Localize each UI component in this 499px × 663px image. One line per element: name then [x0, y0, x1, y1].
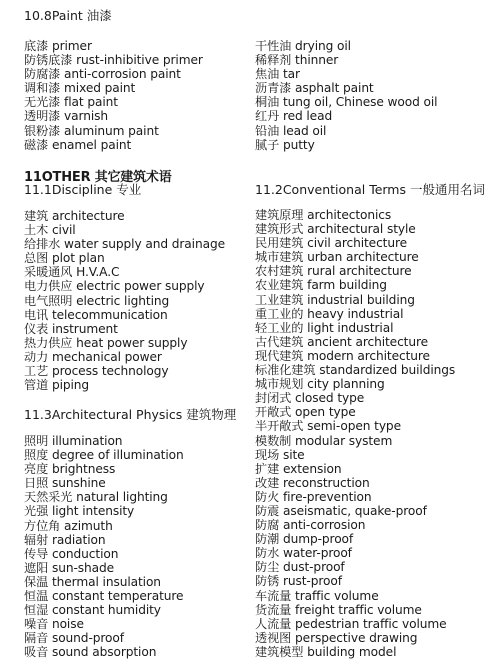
list-item: 建筑 architecture: [24, 209, 125, 223]
list-item: 扩建 extension: [255, 461, 342, 476]
list-item: 总图 plot plan: [24, 251, 105, 266]
list-item: 防水 water-proof: [255, 546, 352, 561]
list-item: 管道 piping: [24, 378, 90, 393]
list-item: 工业建筑 industrial building: [255, 292, 415, 307]
discipline-subheading: 11.1Discipline 专业: [24, 182, 142, 197]
list-item: 银粉漆 aluminum paint: [24, 123, 159, 138]
list-item: 仪表 instrument: [24, 321, 118, 336]
list-item: 建筑形式 architectural style: [255, 222, 416, 237]
architectural-physics-subheading: 11.3Architectural Physics 建筑物理: [24, 407, 237, 422]
list-item: 电气照明 electric lighting: [24, 293, 170, 308]
list-item: 防尘 dust-proof: [255, 560, 345, 575]
list-item: 工艺 process technology: [24, 364, 169, 379]
list-item: 天然采光 natural lighting: [24, 490, 168, 505]
list-item: 建筑模型 building model: [255, 644, 397, 659]
list-item: 城市建筑 urban architecture: [255, 250, 419, 265]
list-item: 隔音 sound-proof: [24, 631, 124, 646]
list-item: 传导 conduction: [24, 546, 119, 561]
list-item: 恒湿 constant humidity: [24, 603, 161, 618]
list-item: 噪音 noise: [24, 617, 84, 632]
list-item: 透视图 perspective drawing: [255, 630, 418, 645]
list-item: 防潮 dump-proof: [255, 532, 354, 547]
paint-terms-left-list: [24, 39, 203, 152]
list-item: 采暖通风 H.V.A.C: [24, 265, 120, 280]
list-item: 防震 aseismatic, quake-proof: [255, 503, 427, 518]
list-item: 现场 site: [255, 447, 305, 462]
list-item: 标准化建筑 standardized buildings: [255, 363, 456, 378]
list-item: 热力供应 heat power supply: [24, 335, 188, 350]
list-item: 封闭式 closed type: [255, 391, 365, 406]
list-item: 模数制 modular system: [255, 433, 393, 448]
list-item: 改建 reconstruction: [255, 475, 370, 490]
list-item: 防腐漆 anti-corrosion paint: [24, 67, 181, 82]
list-item: 红丹 red lead: [255, 109, 333, 124]
list-item: 亮度 brightness: [24, 462, 116, 477]
list-item: 货流量 freight traffic volume: [255, 602, 422, 617]
list-item: 透明漆 varnish: [24, 109, 108, 124]
conventional-terms-list: [255, 208, 455, 659]
other-section-title: 11OTHER 其它建筑术语: [24, 170, 172, 185]
conventional-terms-subheading: 11.2Conventional Terms 一般通用名词: [255, 182, 485, 197]
list-item: 防火 fire-prevention: [255, 489, 372, 504]
list-item: 古代建筑 ancient architecture: [255, 334, 429, 349]
list-item: 建筑原理 architectonics: [255, 208, 392, 222]
list-item: 方位角 azimuth: [24, 518, 113, 533]
list-item: 现代建筑 modern architecture: [255, 348, 430, 363]
list-item: 照明 illumination: [24, 434, 123, 448]
list-item: 动力 mechanical power: [24, 349, 162, 364]
list-item: 无光漆 flat paint: [24, 95, 118, 110]
list-item: 车流量 traffic volume: [255, 588, 379, 603]
list-item: 重工业的 heavy industrial: [255, 306, 404, 321]
list-item: 恒温 constant temperature: [24, 589, 184, 604]
list-item: 磁漆 enamel paint: [24, 137, 132, 152]
list-item: 半开敞式 semi-open type: [255, 419, 401, 434]
architectural-physics-list: [24, 434, 184, 660]
list-item: 稀释剂 thinner: [255, 53, 339, 68]
list-item: 电讯 telecommunication: [24, 307, 168, 322]
list-item: 农业建筑 farm building: [255, 278, 387, 293]
list-item: 焦油 tar: [255, 67, 300, 82]
list-item: 电力供应 electric power supply: [24, 279, 205, 294]
list-item: 保温 thermal insulation: [24, 574, 161, 589]
list-item: 开敞式 open type: [255, 405, 356, 420]
list-item: 防锈底漆 rust-inhibitive primer: [24, 53, 203, 68]
list-item: 轻工业的 light industrial: [255, 320, 394, 335]
paint-section-heading: 10.8Paint 油漆: [24, 8, 112, 23]
list-item: 光强 light intensity: [24, 504, 135, 519]
list-item: 城市规划 city planning: [255, 377, 385, 392]
list-item: 铅油 lead oil: [255, 123, 327, 138]
list-item: 防腐 anti-corrosion: [255, 518, 366, 533]
list-item: 调和漆 mixed paint: [24, 81, 136, 96]
list-item: 民用建筑 civil architecture: [255, 236, 408, 251]
list-item: 底漆 primer: [24, 39, 92, 53]
list-item: 防锈 rust-proof: [255, 574, 342, 589]
list-item: 给排水 water supply and drainage: [24, 237, 225, 252]
paint-terms-right-list: [255, 39, 437, 152]
list-item: 桐油 tung oil, Chinese wood oil: [255, 95, 438, 110]
list-item: 日照 sunshine: [24, 476, 106, 491]
list-item: 辐射 radiation: [24, 532, 106, 547]
list-item: 农村建筑 rural architecture: [255, 264, 412, 279]
list-item: 照度 degree of illumination: [24, 448, 184, 463]
list-item: 遮阳 sun-shade: [24, 560, 115, 575]
list-item: 腻子 putty: [255, 137, 315, 152]
list-item: 干性油 drying oil: [255, 39, 351, 53]
discipline-list: [24, 209, 225, 392]
list-item: 沥青漆 asphalt paint: [255, 81, 374, 96]
list-item: 吸音 sound absorption: [24, 645, 157, 660]
list-item: 人流量 pedestrian traffic volume: [255, 616, 447, 631]
list-item: 土木 civil: [24, 223, 76, 238]
